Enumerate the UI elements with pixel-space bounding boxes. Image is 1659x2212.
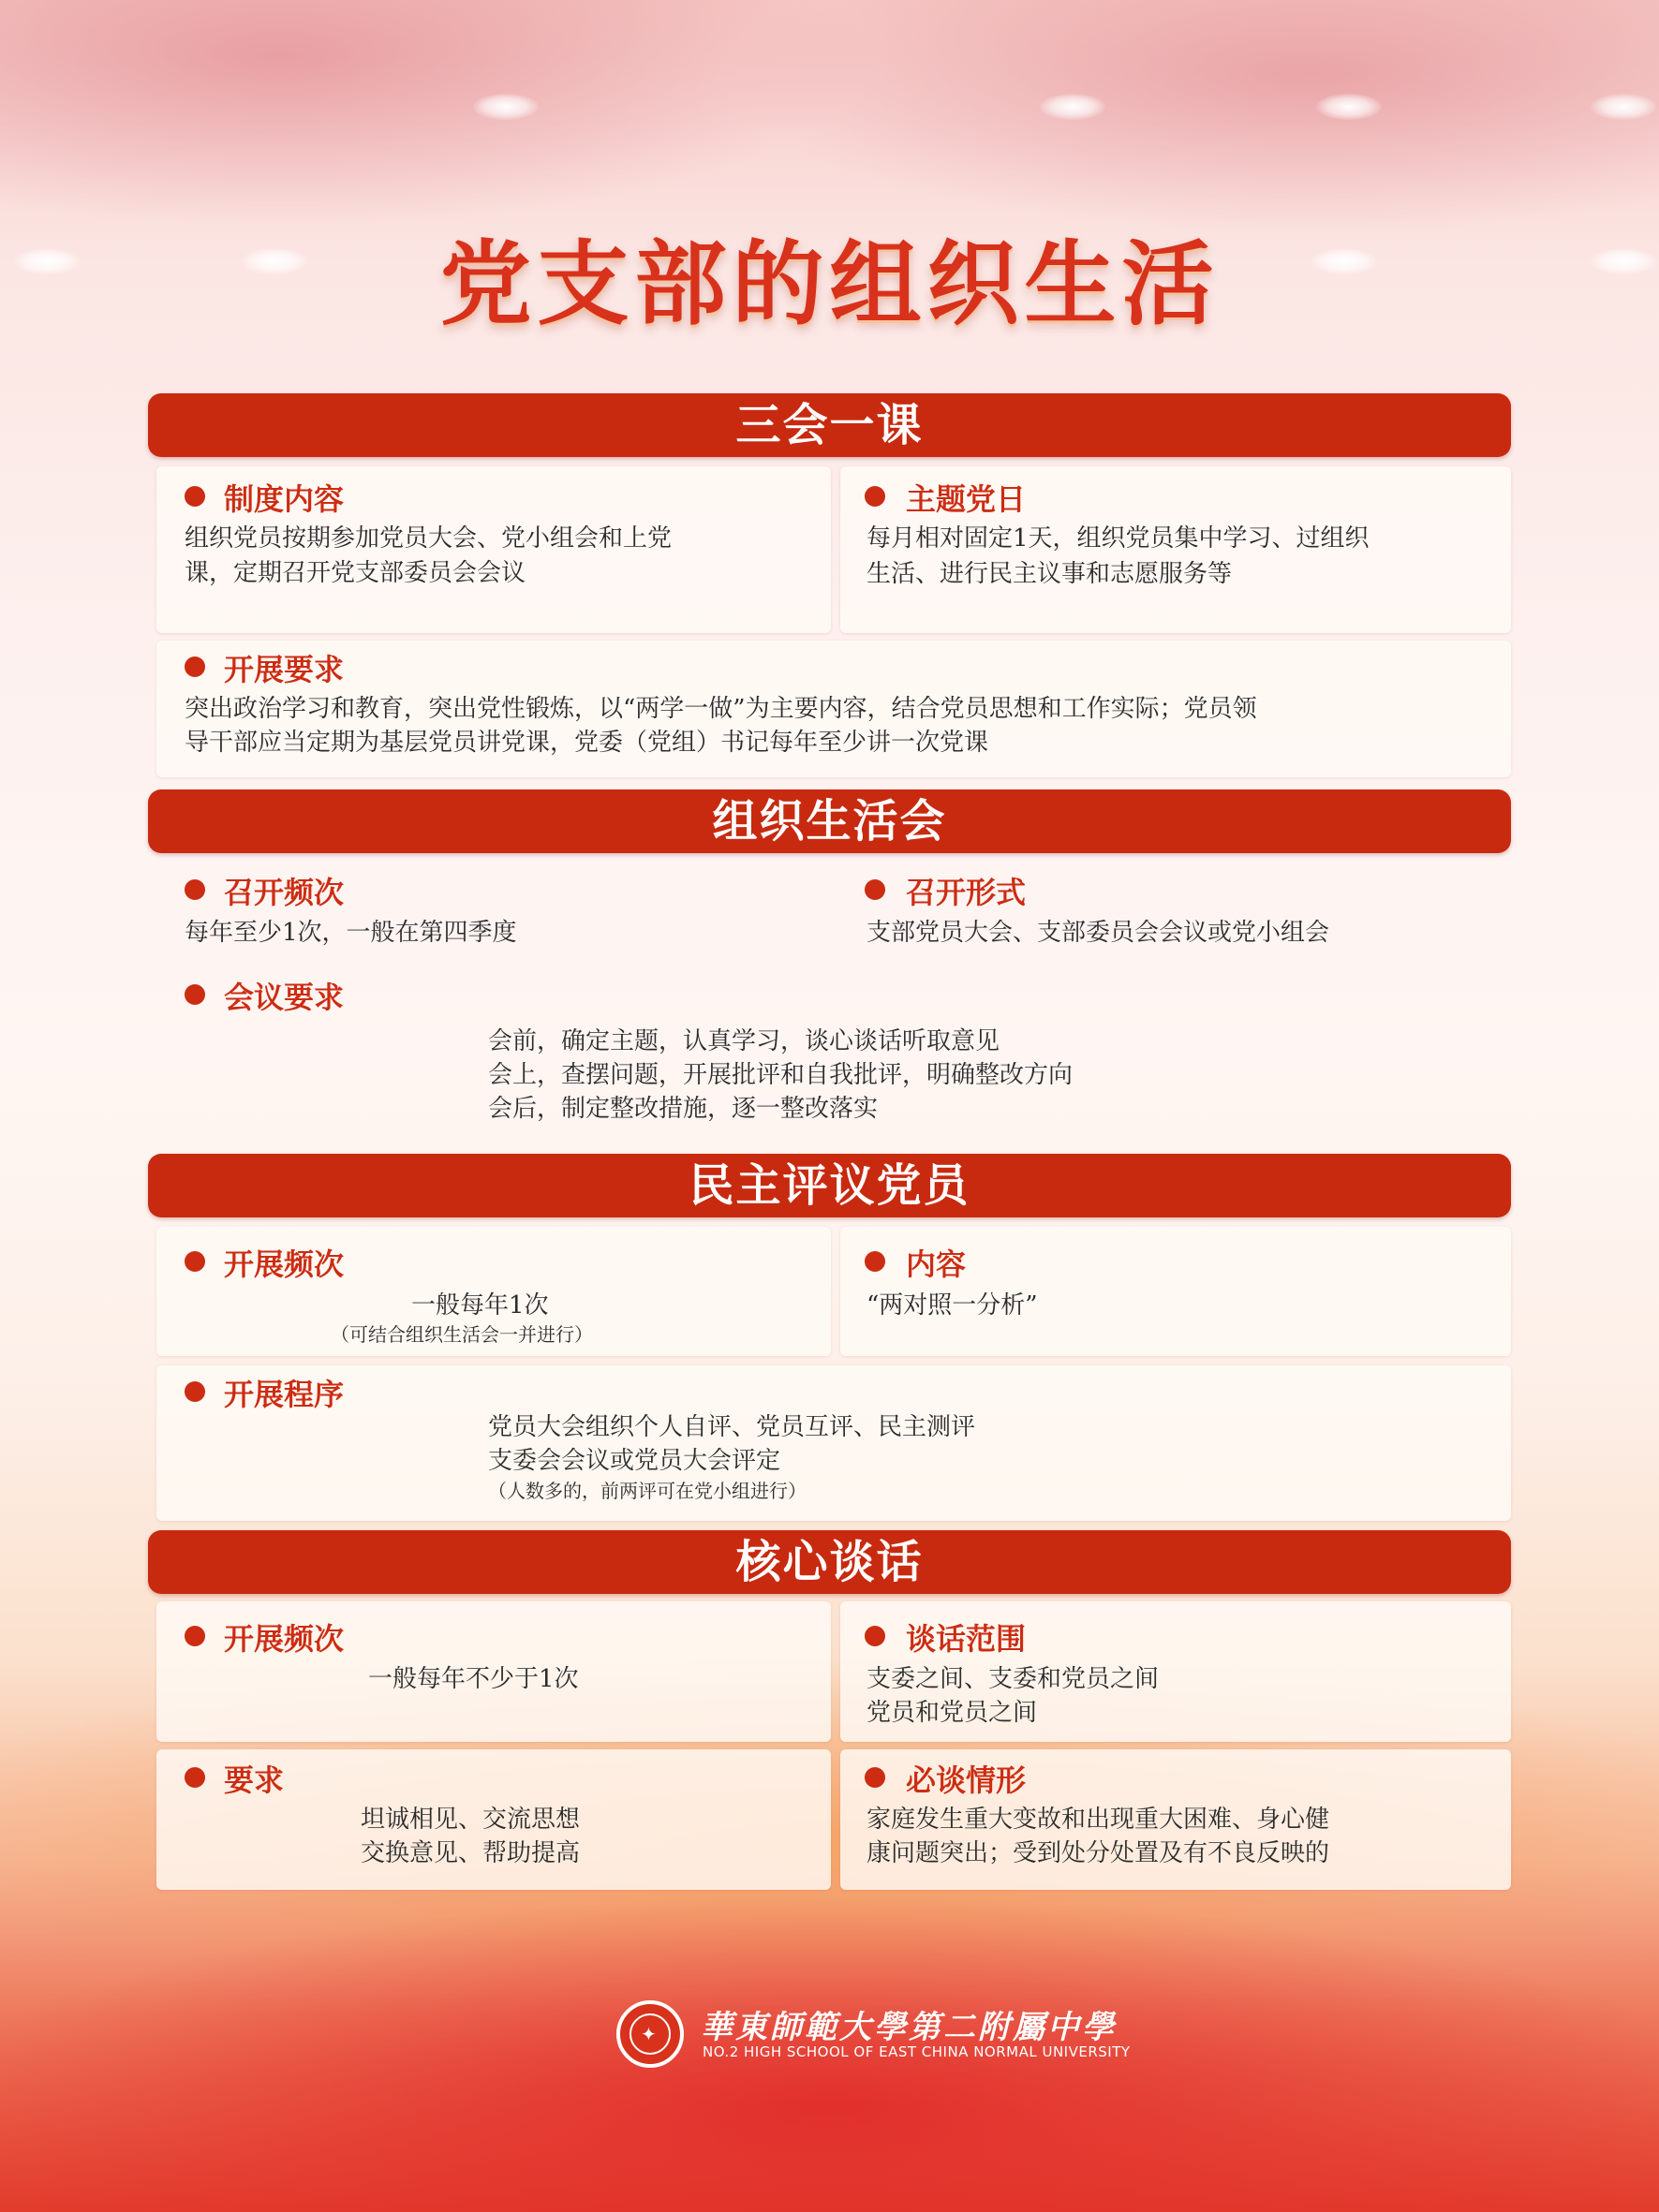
card-heading: 谈话范围 bbox=[906, 1621, 1027, 1657]
section-banner-minzhu: 民主评议党员 bbox=[148, 1154, 1511, 1217]
card-zhidu bbox=[156, 466, 831, 633]
card-text-line: 会上，查摆问题，开展批评和自我批评，明确整改方向 bbox=[488, 1061, 1074, 1089]
card-text-line: 会前，确定主题，认真学习，谈心谈话听取意见 bbox=[488, 1027, 1000, 1055]
bullet-dot-icon bbox=[185, 984, 205, 1005]
card-heading: 要求 bbox=[224, 1762, 285, 1798]
card-note: （可结合组织生活会一并进行） bbox=[331, 1323, 593, 1346]
card-kaizhan-chengxu bbox=[156, 1365, 1511, 1521]
card-text-line: 坦诚相见、交流思想 bbox=[361, 1806, 581, 1834]
card-kaizhan-pinci bbox=[156, 1227, 831, 1356]
card-tanhua-pinci bbox=[156, 1601, 831, 1742]
bullet-dot-icon bbox=[865, 486, 885, 507]
bullet-dot-icon bbox=[865, 1626, 885, 1646]
card-heading: 主题党日 bbox=[906, 481, 1027, 517]
card-text-line: 导干部应当定期为基层党员讲党课，党委（党组）书记每年至少讲一次党课 bbox=[185, 729, 989, 757]
card-text-line: 生活、进行民主议事和志愿服务等 bbox=[867, 560, 1233, 588]
card-heading: 必谈情形 bbox=[906, 1762, 1027, 1798]
card-text-line: 组织党员按期参加党员大会、党小组会和上党 bbox=[185, 524, 673, 553]
card-text-line: 突出政治学习和教育，突出党性锻炼，以“两学一做”为主要内容，结合党员思想和工作实际；党员领 bbox=[185, 695, 1257, 723]
card-heading: 制度内容 bbox=[224, 481, 345, 517]
card-bitan-qingxing bbox=[840, 1749, 1511, 1890]
bullet-dot-icon bbox=[185, 1626, 205, 1646]
card-zhaokai-xingshi bbox=[840, 860, 1511, 963]
card-heading: 召开频次 bbox=[224, 875, 345, 910]
bullet-dot-icon bbox=[865, 879, 885, 900]
card-huiyi-yaoqiu bbox=[156, 965, 1511, 1133]
section-banner-zuzhi: 组织生活会 bbox=[148, 789, 1511, 853]
card-heading: 开展频次 bbox=[224, 1621, 345, 1657]
card-text-line: 家庭发生重大变故和出现重大困难、身心健 bbox=[867, 1806, 1330, 1834]
section-banner-hexin: 核心谈话 bbox=[148, 1530, 1511, 1594]
card-text-line: 会后，制定整改措施，逐一整改落实 bbox=[488, 1095, 879, 1123]
school-name-cn: 華東師範大學第二附屬中學 bbox=[701, 2009, 1117, 2046]
card-yaoqiu bbox=[156, 1749, 831, 1890]
card-neirong bbox=[840, 1227, 1511, 1356]
sky-highlight bbox=[1591, 94, 1656, 120]
bullet-dot-icon bbox=[185, 656, 205, 677]
school-emblem-icon: ✦ bbox=[616, 2000, 684, 2068]
bullet-dot-icon bbox=[865, 1251, 885, 1272]
page-title: 党支部的组织生活 bbox=[439, 231, 1220, 338]
bullet-dot-icon bbox=[185, 486, 205, 507]
card-note: （人数多的，前两评可在党小组进行） bbox=[488, 1480, 807, 1502]
section-banner-sanhui: 三会一课 bbox=[148, 393, 1511, 457]
card-heading: 开展频次 bbox=[224, 1246, 345, 1282]
card-text-line: 一般每年不少于1次 bbox=[368, 1665, 579, 1693]
bullet-dot-icon bbox=[185, 1767, 205, 1788]
card-text-line: 一般每年1次 bbox=[411, 1291, 549, 1320]
card-text-line: 党员和党员之间 bbox=[867, 1699, 1038, 1727]
school-name-en: NO.2 HIGH SCHOOL OF EAST CHINA NORMAL UNIVERSITY bbox=[703, 2043, 1131, 2060]
card-tanhua-fanwei bbox=[840, 1601, 1511, 1742]
card-text-line: 党员大会组织个人自评、党员互评、民主测评 bbox=[488, 1413, 976, 1441]
card-heading: 开展要求 bbox=[224, 652, 345, 687]
bullet-dot-icon bbox=[185, 1381, 205, 1402]
card-text-line: 支部党员大会、支部委员会会议或党小组会 bbox=[867, 919, 1330, 947]
card-heading: 开展程序 bbox=[224, 1377, 345, 1412]
card-text-line: 康问题突出；受到处分处置及有不良反映的 bbox=[867, 1839, 1330, 1867]
sky-highlight bbox=[1040, 94, 1105, 120]
card-text-line: 交换意见、帮助提高 bbox=[361, 1839, 581, 1867]
bullet-dot-icon bbox=[185, 1251, 205, 1272]
sky-highlight bbox=[473, 94, 539, 120]
card-text-line: 支委会会议或党员大会评定 bbox=[488, 1447, 781, 1475]
card-zhaokai-pinci bbox=[156, 860, 831, 963]
card-zhuti bbox=[840, 466, 1511, 633]
card-kaizhan-yaoqiu bbox=[156, 641, 1511, 777]
card-text-line: “两对照一分析” bbox=[867, 1291, 1038, 1320]
card-text-line: 课，定期召开党支部委员会会议 bbox=[185, 559, 526, 587]
card-heading: 召开形式 bbox=[906, 875, 1027, 910]
card-heading: 内容 bbox=[906, 1246, 967, 1282]
card-heading: 会议要求 bbox=[224, 980, 345, 1015]
card-text-line: 支委之间、支委和党员之间 bbox=[867, 1665, 1160, 1693]
card-text-line: 每月相对固定1天，组织党员集中学习、过组织 bbox=[867, 524, 1370, 553]
sky-highlight bbox=[1316, 94, 1382, 120]
bullet-dot-icon bbox=[185, 879, 205, 900]
card-text-line: 每年至少1次，一般在第四季度 bbox=[185, 919, 517, 947]
bullet-dot-icon bbox=[865, 1767, 885, 1788]
